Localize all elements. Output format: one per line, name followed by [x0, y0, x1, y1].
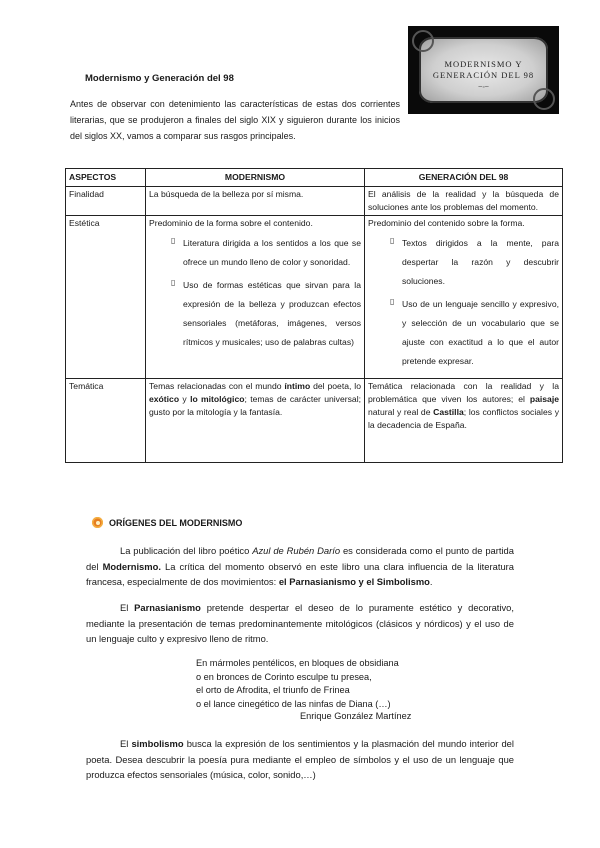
- text-run: busca la expresión de los sentimientos y la plasmación del mundo interior del poeta. Desea descubrir la poesía pura mediante el empleo de símbolos y el uso de un lenguaje que produzca efectos sensoriales (música, color, sonido,…): [86, 738, 514, 780]
- emphasis-text: simbolismo: [131, 738, 184, 749]
- bullet-icon: ▯: [171, 278, 176, 287]
- cover-ornament: ~◦~: [478, 84, 489, 91]
- book-title: Azul de Rubén Darío: [252, 545, 341, 556]
- list-item: [171, 276, 361, 352]
- list-item-text: Uso de formas estéticas que sirvan para la expresión de la belleza y produzcan efectos sensoriales (metáforas, imágenes, versos rítmicos y musicales; uso de palabras cultas): [183, 280, 361, 347]
- table-row: [66, 379, 563, 463]
- row-modernismo-cell: [146, 379, 365, 463]
- text-run: ; los conflictos sociales y la decadencia de España.: [368, 407, 559, 430]
- list-item-text: Uso de un lenguaje sencillo y expresivo, y selección de un vocabulario que se ajuste con exactitud a lo que el autor pretende expresar.: [402, 299, 559, 366]
- text-run: La publicación del libro poético: [120, 545, 253, 556]
- row-aspect: Estética: [66, 216, 146, 379]
- list-item: [390, 295, 559, 371]
- poem-line: o en bronces de Corinto esculpe tu presea,: [196, 671, 372, 682]
- row-aspect: Finalidad: [66, 187, 146, 216]
- row-modernismo-cell: La búsqueda de la belleza por sí misma.: [146, 187, 365, 216]
- comparison-table: [65, 168, 563, 463]
- poem-quote: [196, 657, 399, 711]
- paragraph-parnasianismo: [86, 600, 514, 647]
- emphasis-text: Parnasianismo: [134, 602, 201, 613]
- text-run: ; temas de carácter universal; gusto por la mitología y la fantasía.: [149, 394, 361, 417]
- poem-line: el orto de Afrodita, el triunfo de Frinea: [196, 685, 350, 695]
- list-item: [171, 234, 361, 272]
- list-item-text: Literatura dirigida a los sentidos a los que se ofrece un mundo lleno de color y sonoridad.: [183, 238, 361, 267]
- emphasis-text: el Parnasianismo y el Simbolismo: [278, 576, 430, 587]
- row-generacion-cell: [365, 216, 563, 379]
- bullet-icon: ▯: [171, 236, 176, 245]
- cell-intro: Predominio de la forma sobre el contenido.: [149, 218, 313, 228]
- text-run: del poeta, lo: [310, 381, 361, 391]
- text-run: natural y real de: [368, 407, 434, 417]
- bullet-icon: ▯: [390, 236, 395, 245]
- text-run: pretende despertar el deseo de lo puramente estético y decorativo, mediante la presentación de temas predominantemente mitológicos (clásicos y nórdicos) y el uso de un lenguaje culto y expresivo lleno de ritmo.: [86, 602, 514, 644]
- emphasis-text: exótico: [149, 394, 180, 404]
- text-run: Temas relacionadas con el mundo: [149, 381, 285, 391]
- text-run: es considerada como el punto de partida del: [86, 545, 514, 572]
- text-run: La crítica del momento observó en este libro una clara influencia de la literatura francesa, especialmente de dos movimientos:: [86, 560, 514, 587]
- table-row: [66, 187, 563, 216]
- table-row: [66, 216, 563, 379]
- emphasis-text: Castilla: [433, 407, 464, 417]
- text-run: Temática relacionada con la realidad y la problemática que viven los autores; el: [368, 381, 559, 404]
- text-run: .: [429, 576, 433, 587]
- bullet-icon: ▯: [390, 297, 395, 306]
- paragraph-simbolismo: [86, 736, 514, 783]
- poem-line: En mármoles pentélicos, en bloques de obsidiana: [196, 658, 399, 668]
- poem-line: o el lance cinegético de las ninfas de Diana (…): [196, 698, 391, 709]
- row-generacion-cell: El análisis de la realidad y la búsqueda de soluciones ante los problemas del momento.: [365, 187, 563, 216]
- cover-title-line2: GENERACIÓN DEL 98: [432, 70, 535, 80]
- document-title: Modernismo y Generación del 98: [85, 73, 234, 84]
- list-item: [390, 234, 559, 291]
- poem-author: Enrique González Martínez: [300, 711, 412, 721]
- emphasis-text: íntimo: [284, 381, 311, 391]
- section-heading-text: ORÍGENES DEL MODERNISMO: [109, 517, 243, 528]
- row-modernismo-cell: [146, 216, 365, 379]
- paragraph-origins: [86, 543, 514, 590]
- header-aspectos: ASPECTOS: [66, 169, 146, 187]
- header-generacion: GENERACIÓN DEL 98: [365, 169, 563, 187]
- row-generacion-cell: [365, 379, 563, 463]
- text-run: El: [120, 602, 135, 613]
- cover-image: [408, 26, 559, 114]
- text-run: El: [120, 738, 132, 749]
- cell-intro: Predominio del contenido sobre la forma.: [368, 218, 525, 228]
- emphasis-text: lo mitológico: [190, 394, 245, 404]
- row-aspect: Temática: [66, 379, 146, 463]
- list-item-text: Textos dirigidos a la mente, para despertar la razón y descubrir soluciones.: [402, 238, 559, 286]
- text-run: y: [179, 394, 191, 404]
- section-heading: [92, 517, 242, 528]
- header-modernismo: MODERNISMO: [146, 169, 365, 187]
- table-header-row: [66, 169, 563, 187]
- intro-paragraph: Antes de observar con detenimiento las características de estas dos corrientes literarias, que se produjeron a finales del siglo XIX y siguieron durante los inicios del siglos XX, vamos a comparar sus rasgos principales.: [70, 99, 400, 141]
- emphasis-text: Modernismo.: [102, 560, 161, 572]
- cover-frame: [419, 37, 548, 103]
- flower-bullet-icon: [92, 517, 103, 528]
- cover-title-line1: MODERNISMO Y: [444, 59, 523, 69]
- emphasis-text: paisaje: [529, 394, 559, 404]
